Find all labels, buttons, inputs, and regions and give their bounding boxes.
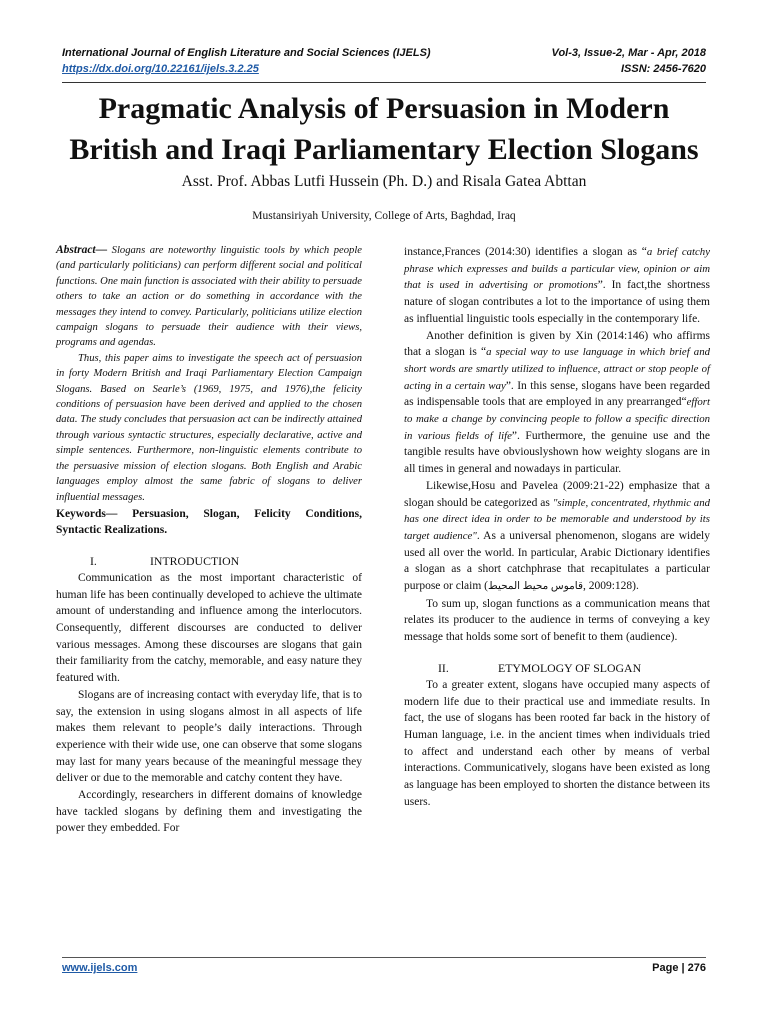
abstract-paragraph-2: Thus, this paper aims to investigate the speech act of persuasion in forty Modern British and Iraqi Parliamentary Election Campaign Slogans. Based on Searle’s (1969, 1975, and 1976),the felicity conditions of persuasion have been derived and applied to the chosen data. The study concludes that persuasion act can be indirectly attained through various syntactic structures, especially declarative, active and simple sentences. Furthermore, non-linguistic elements contribute to the persuasive mission of election slogans. Both English and Arabic languages employ almost the same fabric of slogans to deliver influential messages. [56, 352, 362, 503]
right-column [404, 244, 710, 811]
body-paragraph: instance,Frances (2014:30) identifies a slogan as “a brief catchy phrase which expresses and builds a particular view, opinion or aim that is used in advertising or promotions”. In fact,the shortness nature of slogan contributes a lot to the importance of using them as influential linguistic tools especially in the contemporary life. [404, 246, 710, 325]
body-paragraph: Likewise,Hosu and Pavelea (2009:21-22) emphasize that a slogan should be categorized as "simple, concentrated, rhythmic and has one direct idea in order to be memorable and understood by its target audience". As a universal phenomenon, slogans are widely used all over the world. In particular, Arabic Dictionary identifies a slogan as a short catchphrase that recapitulates a particular purpose or claim (قاموس محيط المحيط, 2009:128). [404, 479, 710, 593]
quotation: effort to make a change by convincing people to follow a specific direction in various fields of life [404, 396, 710, 442]
running-header-left [62, 45, 431, 77]
quotation: a brief catchy phrase which expresses and builds a particular view, opinion or aim that is used in advertising or promotions [404, 246, 710, 292]
affiliation: Mustansiriyah University, College of Arts, Baghdad, Iraq [252, 210, 516, 222]
journal-name: International Journal of English Literature and Social Sciences (IJELS) [62, 47, 431, 59]
authors: Asst. Prof. Abbas Lutfi Hussein (Ph. D.) and Risala Gatea Abttan [181, 173, 587, 190]
arabic-citation: قاموس محيط المحيط [488, 581, 583, 593]
body-paragraph: Accordingly, researchers in different domains of knowledge have tackled slogans by defining them and investigating the power they embedded. For [56, 789, 362, 835]
title-line-2: British and Iraqi Parliamentary Election Slogans [69, 133, 699, 166]
section-number: I. [90, 553, 97, 568]
keywords: Keywords— Persuasion, Slogan, Felicity Conditions, Syntactic Realizations. [56, 507, 362, 537]
section-number: II. [438, 660, 449, 675]
section-name: ETYMOLOGY OF SLOGAN [498, 660, 642, 675]
section-name: INTRODUCTION [150, 553, 240, 568]
doi-link[interactable]: https://dx.doi.org/10.22161/ijels.3.2.25 [62, 63, 259, 75]
running-header-right [552, 45, 706, 77]
body-paragraph: Another definition is given by Xin (2014:146) who affirms that a slogan is “a special way to use language in which brief and short words are smartly utilized to influence, attract or stop people of acting in a certain way”. In this sense, slogans have been regarded as indispensable tools that are employed in any prearranged“effort to make a change by convincing people to follow a specific direction in various fields of life”. Furthermore, the genuine use and the tangible results have obviouslyshown how weighty slogans are in all times in general and nowadays in particular. [404, 329, 710, 476]
title-line-1: Pragmatic Analysis of Persuasion in Modern [98, 92, 670, 125]
abstract [56, 243, 362, 505]
body-paragraph: Slogans are of increasing contact with everyday life, that is to say, the extension in using slogans almost in all aspects of life makes them relevant to people’s daily interactions. Through experience with their wide use, one can observe that some slogans may last for many years because of the meaningful message they deliver or due to the memorable and catchy content they have. [56, 688, 362, 785]
abstract-paragraph-1: Slogans are noteworthy linguistic tools by which people (and particularly politicians) can perform different social and political functions. One main function is associated with their ability to persuade others to take an action or do something in accordance with the messages they intend to convey. Particularly, politicians utilize election campaign slogans to persuade their audience with their views, programs and agendas. [56, 245, 362, 349]
section-heading-etymology [404, 660, 710, 676]
quotation: "simple, concentrated, rhythmic and has one direct idea in order to be memorable and understood by its target audience" [404, 496, 710, 542]
volume-issue: Vol-3, Issue-2, Mar - Apr, 2018 [551, 47, 706, 59]
quotation: a special way to use language in which brief and short words are smartly utilized to influence, attract or stop people of acting in a certain way [404, 346, 710, 392]
page-number: Page | 276 [652, 962, 706, 974]
issn: ISSN: 2456-7620 [621, 63, 706, 75]
left-column [56, 243, 362, 837]
body-paragraph: To a greater extent, slogans have occupied many aspects of modern life due to their practical use and immediate results. In fact, the use of slogans has been rooted far back in the history of Human language, i.e. in the ancient times when individuals tried to affect and understand each other by means of verbal interactions. Communicatively, slogans have been existed as long as language has been employed to shorten the distance between its users. [404, 678, 710, 808]
paper-title [40, 88, 728, 170]
footer-divider [62, 957, 706, 958]
header-divider [62, 82, 706, 83]
abstract-lead: Abstract— [56, 244, 108, 256]
journal-website-link[interactable]: www.ijels.com [62, 962, 138, 974]
body-paragraph: To sum up, slogan functions as a communication means that relates its producer to the audience in terms of conveying a key message that holds some sort of benefit to them (audience). [404, 597, 710, 644]
section-heading-introduction [56, 553, 362, 569]
introduction-body [56, 570, 362, 837]
body-paragraph: Communication as the most important characteristic of human life has been continually developed to achieve the ultimate amount of understanding and influence among the interlocutors. Consequently, different discourses are conducted to deliver various messages. Among these discourses are slogans that gain their familiarity from the catchy, memorable, and easy nature they featured with. [56, 571, 362, 685]
